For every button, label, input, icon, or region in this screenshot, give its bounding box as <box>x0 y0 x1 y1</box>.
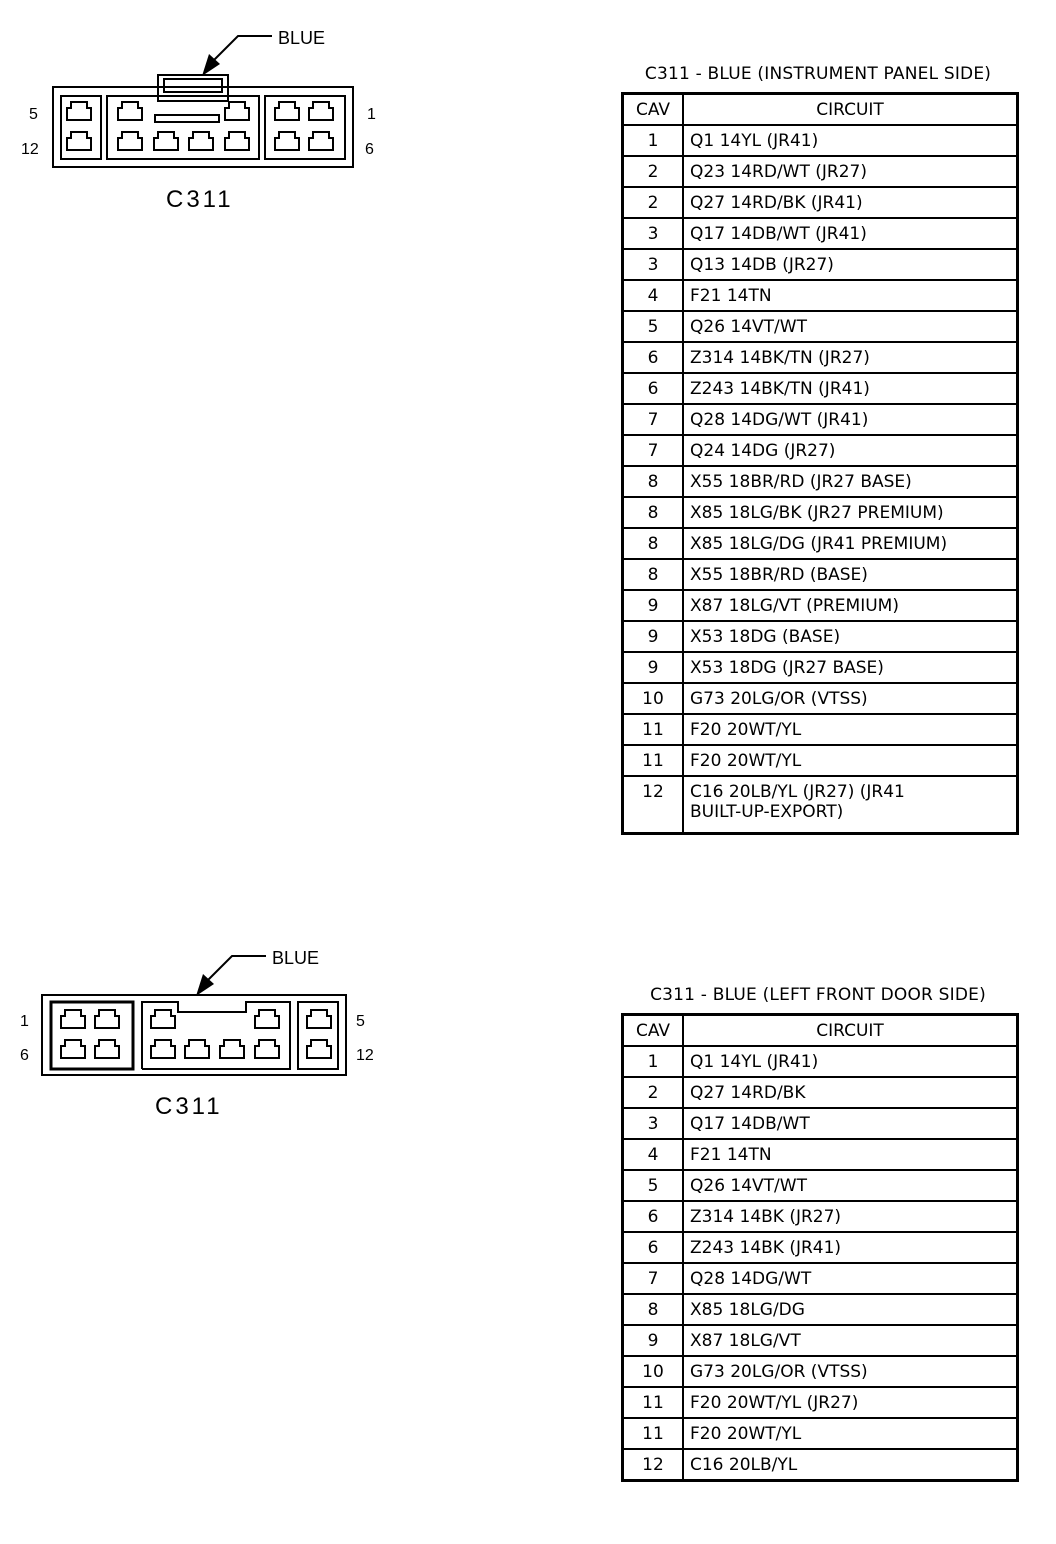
cav-cell: 5 <box>623 1170 684 1201</box>
circuit-cell: Q27 14RD/BK <box>683 1077 1018 1108</box>
circuit-cell: Q28 14DG/WT <box>683 1263 1018 1294</box>
table-row <box>623 1418 1018 1449</box>
top-pinout-table <box>621 92 1019 835</box>
table-row <box>623 249 1018 280</box>
cav-cell: 9 <box>623 652 684 683</box>
cav-cell: 6 <box>623 373 684 404</box>
table-row <box>623 745 1018 776</box>
cav-cell: 9 <box>623 1325 684 1356</box>
table-row <box>623 373 1018 404</box>
top-pin-label: 6 <box>365 141 374 158</box>
table-row <box>623 1201 1018 1232</box>
circuit-cell: Z314 14BK/TN (JR27) <box>683 342 1018 373</box>
cav-cell: 6 <box>623 1232 684 1263</box>
cav-cell: 1 <box>623 1046 684 1077</box>
cav-cell: 8 <box>623 528 684 559</box>
circuit-cell: Q13 14DB (JR27) <box>683 249 1018 280</box>
bottom-pin-label: 1 <box>20 1013 29 1030</box>
cav-header: CAV <box>623 94 684 126</box>
circuit-cell: X87 18LG/VT <box>683 1325 1018 1356</box>
bottom-connector-drawing <box>20 948 374 1120</box>
table-row <box>623 218 1018 249</box>
circuit-cell: Q17 14DB/WT (JR41) <box>683 218 1018 249</box>
top-leader-line <box>214 36 272 60</box>
cav-cell: 11 <box>623 714 684 745</box>
table-row <box>623 1108 1018 1139</box>
cav-cell: 7 <box>623 1263 684 1294</box>
cav-cell: 3 <box>623 249 684 280</box>
cav-cell: 3 <box>623 1108 684 1139</box>
bottom-pinout-table <box>621 1013 1019 1482</box>
table-row <box>623 1232 1018 1263</box>
cav-cell: 8 <box>623 466 684 497</box>
circuit-cell: F20 20WT/YL <box>683 714 1018 745</box>
top-connector-name: C311 <box>166 186 234 213</box>
table-row <box>623 1294 1018 1325</box>
table-row <box>623 776 1018 834</box>
cav-cell: 12 <box>623 776 684 834</box>
bottom-connector-name: C311 <box>155 1093 223 1120</box>
circuit-cell: Q26 14VT/WT <box>683 1170 1018 1201</box>
circuit-cell: X85 18LG/DG (JR41 PREMIUM) <box>683 528 1018 559</box>
circuit-cell: X85 18LG/BK (JR27 PREMIUM) <box>683 497 1018 528</box>
table-row <box>623 1263 1018 1294</box>
top-table-body <box>623 125 1018 834</box>
circuit-cell: Q26 14VT/WT <box>683 311 1018 342</box>
table-row <box>623 1387 1018 1418</box>
circuit-cell: G73 20LG/OR (VTSS) <box>683 1356 1018 1387</box>
table-row <box>623 497 1018 528</box>
circuit-cell: C16 20LB/YL (JR27) (JR41 BUILT-UP-EXPORT) <box>683 776 1018 834</box>
circuit-cell: F20 20WT/YL <box>683 1418 1018 1449</box>
bottom-pin-label: 5 <box>356 1013 365 1030</box>
top-color-label: BLUE <box>278 28 326 48</box>
circuit-cell: Q27 14RD/BK (JR41) <box>683 187 1018 218</box>
circuit-cell: F20 20WT/YL <box>683 745 1018 776</box>
table-row <box>623 1449 1018 1481</box>
circuit-cell: Q24 14DG (JR27) <box>683 435 1018 466</box>
circuit-cell: Z243 14BK (JR41) <box>683 1232 1018 1263</box>
bottom-connector-housing <box>42 995 346 1075</box>
circuit-cell: G73 20LG/OR (VTSS) <box>683 683 1018 714</box>
circuit-cell: X55 18BR/RD (BASE) <box>683 559 1018 590</box>
top-pin-label: 12 <box>21 141 39 158</box>
top-connector-drawing <box>21 28 376 213</box>
cav-cell: 3 <box>623 218 684 249</box>
cav-cell: 1 <box>623 125 684 156</box>
table-row <box>623 404 1018 435</box>
table-row <box>623 156 1018 187</box>
table-row <box>623 559 1018 590</box>
circuit-cell: F20 20WT/YL (JR27) <box>683 1387 1018 1418</box>
circuit-cell: X87 18LG/VT (PREMIUM) <box>683 590 1018 621</box>
circuit-header: CIRCUIT <box>683 94 1018 126</box>
table-row <box>623 280 1018 311</box>
table-row <box>623 621 1018 652</box>
cav-cell: 12 <box>623 1449 684 1481</box>
circuit-cell: Q1 14YL (JR41) <box>683 125 1018 156</box>
cav-cell: 8 <box>623 559 684 590</box>
circuit-cell: Z314 14BK (JR27) <box>683 1201 1018 1232</box>
circuit-cell: Z243 14BK/TN (JR41) <box>683 373 1018 404</box>
circuit-cell: F21 14TN <box>683 1139 1018 1170</box>
cav-cell: 10 <box>623 683 684 714</box>
table-row <box>623 125 1018 156</box>
cav-header: CAV <box>623 1015 684 1047</box>
table-row <box>623 466 1018 497</box>
circuit-cell: X53 18DG (BASE) <box>683 621 1018 652</box>
bottom-table-body <box>623 1046 1018 1481</box>
circuit-cell: F21 14TN <box>683 280 1018 311</box>
bottom-pin-label: 12 <box>356 1047 374 1064</box>
cav-cell: 9 <box>623 590 684 621</box>
cav-cell: 6 <box>623 1201 684 1232</box>
bottom-color-label: BLUE <box>272 948 320 968</box>
circuit-header: CIRCUIT <box>683 1015 1018 1047</box>
bottom-pinout-block <box>621 985 1019 1482</box>
bottom-table-title: C311 - BLUE (LEFT FRONT DOOR SIDE) <box>650 985 986 1005</box>
cav-cell: 9 <box>623 621 684 652</box>
bottom-leader-line <box>208 956 266 980</box>
table-row <box>623 1046 1018 1077</box>
top-pin-label: 1 <box>367 106 376 123</box>
table-row <box>623 652 1018 683</box>
table-row <box>623 311 1018 342</box>
table-row <box>623 683 1018 714</box>
top-pin-label: 5 <box>29 106 38 123</box>
cav-cell: 4 <box>623 1139 684 1170</box>
table-row <box>623 1077 1018 1108</box>
circuit-cell: Q23 14RD/WT (JR27) <box>683 156 1018 187</box>
cav-cell: 11 <box>623 1418 684 1449</box>
cav-cell: 10 <box>623 1356 684 1387</box>
cav-cell: 6 <box>623 342 684 373</box>
cav-cell: 2 <box>623 187 684 218</box>
top-pinout-block <box>621 64 1019 835</box>
circuit-cell: Q28 14DG/WT (JR41) <box>683 404 1018 435</box>
table-row <box>623 1356 1018 1387</box>
circuit-cell: X85 18LG/DG <box>683 1294 1018 1325</box>
cav-cell: 4 <box>623 280 684 311</box>
cav-cell: 8 <box>623 1294 684 1325</box>
table-row <box>623 714 1018 745</box>
cav-cell: 7 <box>623 435 684 466</box>
bottom-pin-label: 6 <box>20 1047 29 1064</box>
table-row <box>623 1325 1018 1356</box>
table-row <box>623 435 1018 466</box>
cav-cell: 8 <box>623 497 684 528</box>
circuit-cell: Q1 14YL (JR41) <box>683 1046 1018 1077</box>
circuit-cell: Q17 14DB/WT <box>683 1108 1018 1139</box>
table-row <box>623 590 1018 621</box>
table-header-row <box>623 94 1018 126</box>
cav-cell: 2 <box>623 156 684 187</box>
table-row <box>623 528 1018 559</box>
circuit-cell: X55 18BR/RD (JR27 BASE) <box>683 466 1018 497</box>
top-table-title: C311 - BLUE (INSTRUMENT PANEL SIDE) <box>644 64 992 84</box>
cav-cell: 7 <box>623 404 684 435</box>
cav-cell: 2 <box>623 1077 684 1108</box>
cav-cell: 5 <box>623 311 684 342</box>
table-header-row <box>623 1015 1018 1047</box>
circuit-cell: X53 18DG (JR27 BASE) <box>683 652 1018 683</box>
table-row <box>623 1139 1018 1170</box>
circuit-cell: C16 20LB/YL <box>683 1449 1018 1481</box>
cav-cell: 11 <box>623 745 684 776</box>
table-row <box>623 1170 1018 1201</box>
cav-cell: 11 <box>623 1387 684 1418</box>
table-row <box>623 187 1018 218</box>
table-row <box>623 342 1018 373</box>
